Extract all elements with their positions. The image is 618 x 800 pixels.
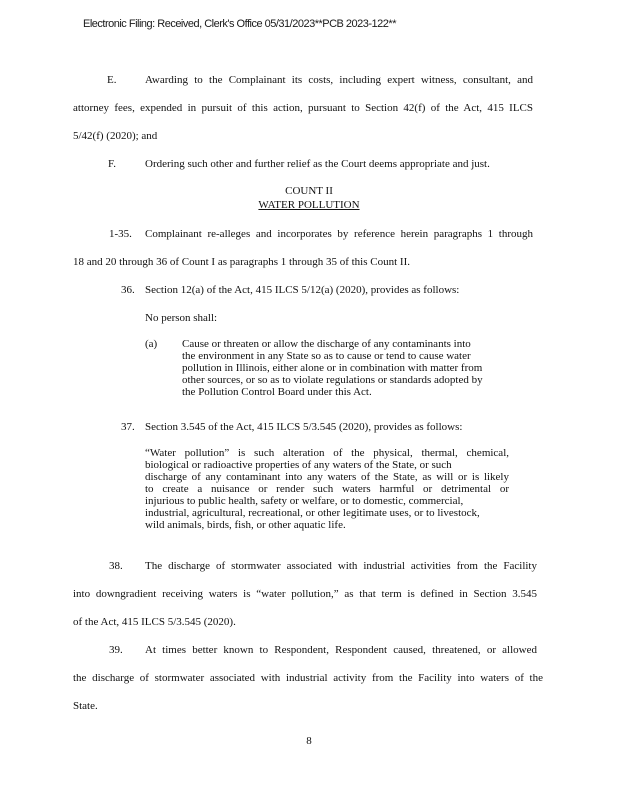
para-1-35-line-2: 18 and 20 through 36 of Count I as paragraphs 1 through 35 of this Count II. bbox=[73, 256, 410, 268]
para-e-line-1: Awarding to the Complainant its costs, including expert witness, consultant, and bbox=[145, 74, 533, 86]
para-38-label: 38. bbox=[109, 560, 123, 572]
para-39-line-3: State. bbox=[73, 700, 98, 712]
para-e-line-2: attorney fees, expended in pursuit of this action, pursuant to Section 42(f) of the Act, 415 ILCS bbox=[73, 102, 533, 114]
para-37-quote-line-2: biological or radioactive properties of any waters of the State, or such bbox=[145, 459, 452, 471]
para-1-35-label: 1-35. bbox=[109, 228, 132, 240]
para-36-label: 36. bbox=[121, 284, 135, 296]
para-e-label: E. bbox=[107, 74, 117, 86]
para-37-quote-line-7: wild animals, birds, fish, or other aquatic life. bbox=[145, 519, 346, 531]
filing-header: Electronic Filing: Received, Clerk's Office 05/31/2023**PCB 2023-122** bbox=[83, 18, 396, 30]
count-subtitle-text: WATER POLLUTION bbox=[258, 199, 360, 211]
para-37-quote-line-5: injurious to public health, safety or welfare, or to domestic, commercial, bbox=[145, 495, 464, 507]
para-e-line-3: 5/42(f) (2020); and bbox=[73, 130, 158, 142]
para-36-item-label: (a) bbox=[145, 338, 158, 350]
para-37-text: Section 3.545 of the Act, 415 ILCS 5/3.545 (2020), provides as follows: bbox=[145, 421, 463, 433]
count-subtitle bbox=[0, 199, 618, 212]
para-f-text: Ordering such other and further relief as the Court deems appropriate and just. bbox=[145, 158, 490, 170]
para-1-35-line-1: Complainant re-alleges and incorporates by reference herein paragraphs 1 through bbox=[145, 228, 533, 240]
page-number: 8 bbox=[306, 735, 312, 747]
para-36-item-line-2: the environment in any State so as to cause or tend to cause water bbox=[182, 350, 471, 362]
para-37-quote-line-6: industrial, agricultural, recreational, or other legitimate uses, or to livestock, bbox=[145, 507, 480, 519]
para-36-item-block bbox=[182, 338, 512, 398]
para-37-label: 37. bbox=[121, 421, 135, 433]
para-36-item-line-1: Cause or threaten or allow the discharge of any contaminants into bbox=[182, 338, 471, 350]
para-37-quote-line-1: “Water pollution” is such alteration of the physical, thermal, chemical, bbox=[145, 447, 509, 459]
para-38-line-1: The discharge of stormwater associated with industrial activities from the Facility bbox=[145, 560, 537, 572]
para-37-quote-line-3: discharge of any contaminant into any waters of the State, as will or is likely bbox=[145, 471, 509, 483]
para-39-label: 39. bbox=[109, 644, 123, 656]
para-38-line-3: of the Act, 415 ILCS 5/3.545 (2020). bbox=[73, 616, 236, 628]
para-36-text: Section 12(a) of the Act, 415 ILCS 5/12(a) (2020), provides as follows: bbox=[145, 284, 460, 296]
para-f-label: F. bbox=[108, 158, 116, 170]
para-36-item-line-3: pollution in Illinois, either alone or in combination with matter from bbox=[182, 362, 483, 374]
para-39-line-1: At times better known to Respondent, Respondent caused, threatened, or allowed bbox=[145, 644, 537, 656]
para-39-line-2: the discharge of stormwater associated with industrial activity from the Facility into waters of the bbox=[73, 672, 543, 684]
para-36-item-line-4: other sources, or so as to violate regulations or standards adopted by bbox=[182, 374, 483, 386]
para-37-quote-block bbox=[145, 447, 509, 531]
para-37-quote-line-4: to create a nuisance or render such waters harmful or detrimental or bbox=[145, 483, 509, 495]
count-title: COUNT II bbox=[285, 185, 333, 197]
para-36-item-line-5: the Pollution Control Board under this Act. bbox=[182, 386, 372, 398]
para-36-intro: No person shall: bbox=[145, 312, 218, 324]
para-38-line-2: into downgradient receiving waters is “water pollution,” as that term is defined in Section 3.545 bbox=[73, 588, 537, 600]
